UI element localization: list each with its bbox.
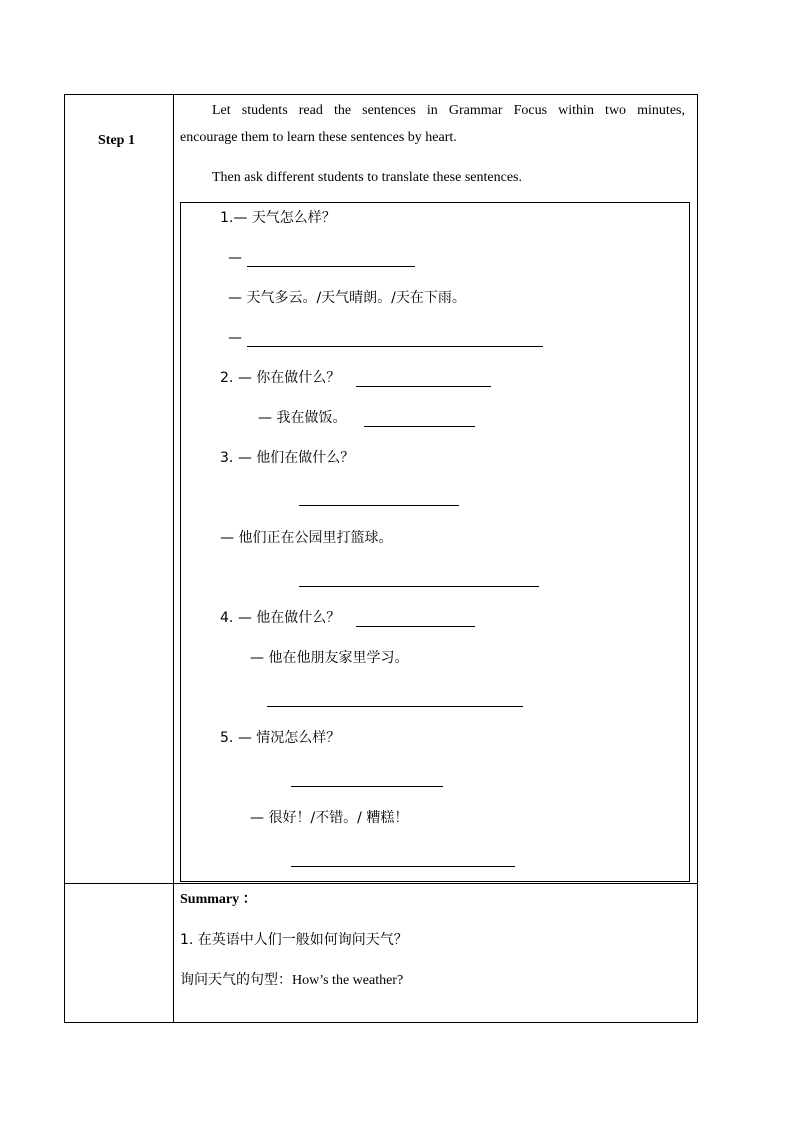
- dash: —: [250, 650, 264, 666]
- exercise-2-question: [220, 369, 340, 387]
- dash: —: [228, 290, 242, 306]
- answer-blank[interactable]: [356, 626, 475, 627]
- question-text: 他们在做什么？: [256, 450, 355, 466]
- exercise-1-dash-4: —: [228, 330, 242, 346]
- answer-text: 很好！/不错。/ 糟糕！: [268, 810, 409, 826]
- answer-text: 天气多云。/天气晴朗。/天在下雨。: [246, 290, 466, 306]
- answer-blank[interactable]: [291, 786, 443, 787]
- dash: —: [237, 450, 252, 466]
- exercise-number: 5.: [220, 730, 234, 746]
- table-row-divider: [64, 883, 698, 884]
- summary-answer-1: [180, 971, 403, 990]
- answer-blank[interactable]: [356, 386, 491, 387]
- exercise-1-dash-2: —: [228, 250, 242, 266]
- answer-blank[interactable]: [299, 586, 539, 587]
- question-text: 情况怎么样？: [256, 730, 341, 746]
- answer-blank[interactable]: [267, 706, 523, 707]
- dash: —: [220, 530, 234, 546]
- exercise-5-answer: [250, 809, 408, 827]
- answer-blank[interactable]: [247, 346, 543, 347]
- answer-text: 他们正在公园里打篮球。: [238, 530, 393, 546]
- table-bottom-border: [64, 1022, 698, 1023]
- exercise-1-question: [220, 209, 336, 227]
- table-column-divider: [173, 94, 174, 1022]
- dash: —: [250, 810, 264, 826]
- answer-text: 我在做饭。: [276, 410, 347, 426]
- answer-text: 他在他朋友家里学习。: [268, 650, 409, 666]
- table-top-border: [64, 94, 698, 95]
- question-text: 你在做什么？: [256, 370, 341, 386]
- answer-blank[interactable]: [247, 266, 415, 267]
- exercise-number: 1.: [220, 210, 234, 226]
- exercise-3-answer: [220, 529, 392, 547]
- dash: —: [237, 610, 252, 626]
- dash: —: [237, 370, 252, 386]
- exercise-4-answer: [250, 649, 408, 667]
- question-text: 天气怎么样？: [251, 210, 336, 226]
- answer-text: How’s the weather?: [292, 973, 404, 988]
- instruction-line-1: Let students read the sentences in Grammar Focus within two minutes,: [212, 103, 685, 118]
- exercise-5-question: [220, 729, 340, 747]
- step-label: Step 1: [98, 133, 135, 148]
- table-right-border: [697, 94, 698, 1022]
- answer-blank[interactable]: [299, 505, 459, 506]
- answer-label: 询问天气的句型：: [180, 972, 292, 988]
- instruction-line-2: encourage them to learn these sentences by heart.: [180, 130, 457, 145]
- summary-question-1: 1. 在英语中人们一般如何询问天气？: [180, 932, 408, 948]
- exercise-4-question: [220, 609, 340, 627]
- answer-blank[interactable]: [291, 866, 515, 867]
- dash: —: [237, 730, 252, 746]
- summary-heading: Summary ：: [180, 892, 257, 907]
- exercise-number: 3.: [220, 450, 234, 466]
- dash: —: [233, 210, 248, 226]
- exercise-number: 4.: [220, 610, 234, 626]
- question-text: 他在做什么？: [256, 610, 341, 626]
- exercise-1-answer: [228, 289, 466, 307]
- instruction-line-3: Then ask different students to translate these sentences.: [212, 170, 522, 185]
- exercise-2-answer: [258, 409, 346, 427]
- dash: —: [258, 410, 272, 426]
- exercise-3-question: [220, 449, 354, 467]
- exercise-number: 2.: [220, 370, 234, 386]
- table-left-border: [64, 94, 65, 1022]
- answer-blank[interactable]: [364, 426, 475, 427]
